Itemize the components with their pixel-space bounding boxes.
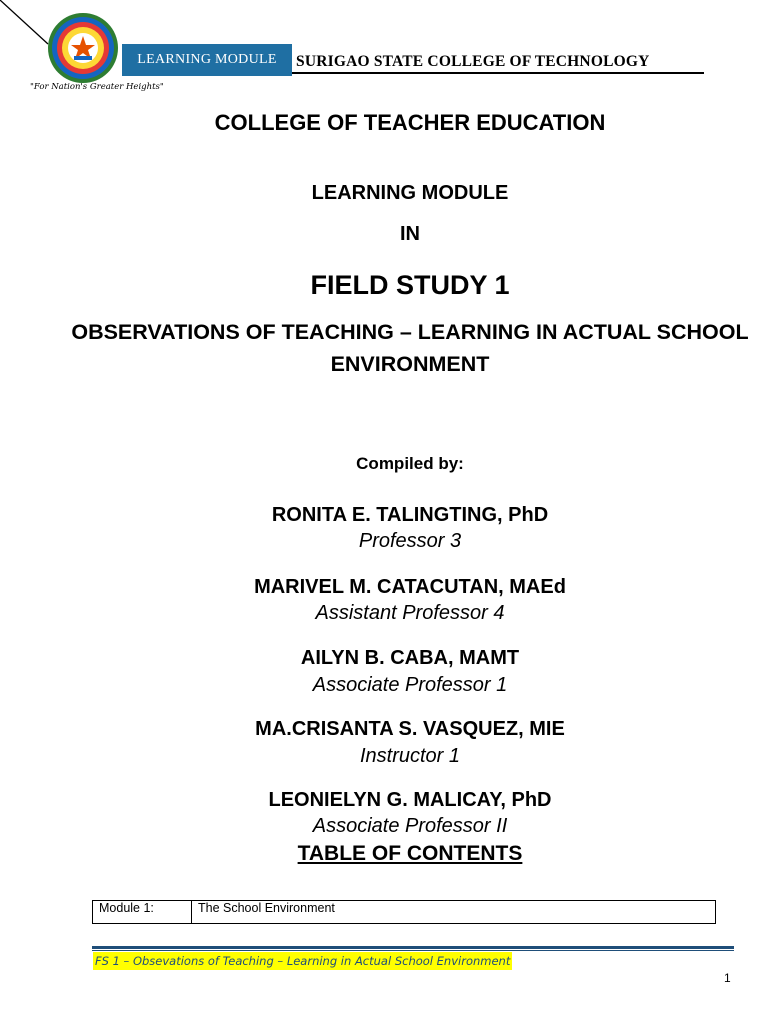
author-name: MARIVEL M. CATACUTAN, MAEd [254,576,566,598]
author-title: Assistant Professor 4 [315,602,505,624]
page-number: 1 [724,971,731,985]
author-name: RONITA E. TALINGTING, PhD [271,504,549,526]
toc-table [92,900,716,924]
institution-name: SURIGAO STATE COLLEGE OF TECHNOLOGY [296,53,650,70]
author-name: LEONIELYN G. MALICAY, PhD [268,789,552,811]
college-seal-icon [47,12,119,84]
footer-rule-thin [92,950,734,951]
author-title: Instructor 1 [359,745,461,767]
footer-text: FS 1 – Obsevations of Teaching – Learning in Actual School Environment [95,954,511,968]
compiled-by-label: Compiled by: [356,454,464,473]
toc-heading: TABLE OF CONTENTS [297,842,523,865]
author-title: Associate Professor 1 [312,674,508,696]
header-underline [292,72,704,74]
learning-module-badge: LEARNING MODULE [122,44,292,76]
motto: "For Nation's Greater Heights" [30,82,164,92]
toc-module-cell: Module 1: [93,901,192,924]
in-label: IN [400,223,420,245]
course-name: FIELD STUDY 1 [310,270,510,300]
author-title: Associate Professor II [312,815,508,837]
author-name: MA.CRISANTA S. VASQUEZ, MIE [255,718,565,740]
course-title: OBSERVATIONS OF TEACHING – LEARNING IN ACTUAL SCHOOL ENVIRONMENT [71,320,749,376]
author-title: Professor 3 [358,530,462,552]
author-name: AILYN B. CABA, MAMT [300,647,520,669]
college-title: COLLEGE OF TEACHER EDUCATION [214,110,606,135]
toc-topic-cell: The School Environment [192,901,716,924]
footer-rule [92,946,734,949]
table-row [93,901,716,924]
module-label: LEARNING MODULE [311,182,509,204]
